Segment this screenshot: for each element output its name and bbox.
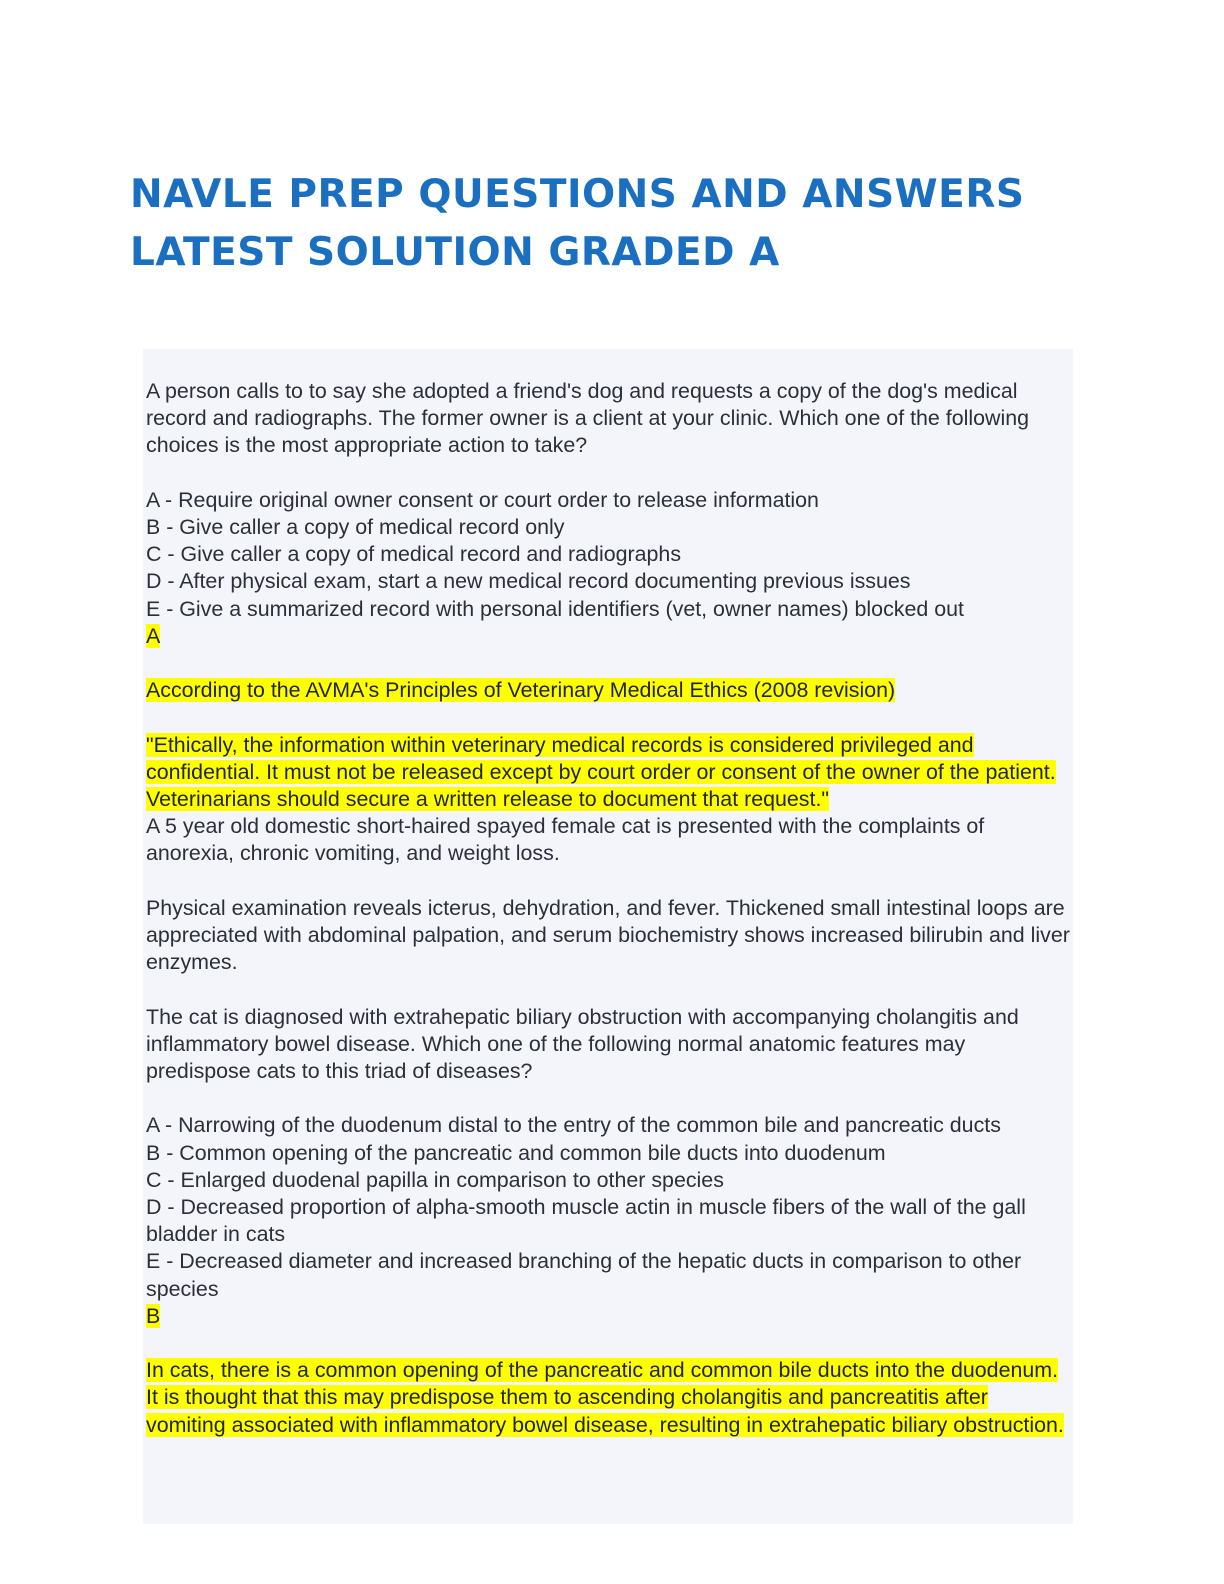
question-2-option-c: C - Enlarged duodenal papilla in comparison to other species	[146, 1167, 724, 1192]
question-2	[146, 813, 1070, 1439]
question-2-answer: B	[146, 1303, 161, 1328]
questions-content	[146, 378, 1070, 1439]
question-2-option-d: D - Decreased proportion of alpha-smooth muscle actin in muscle fibers of the wall of the gall bladder in cats	[146, 1195, 1026, 1247]
question-2-option-e: E - Decreased diameter and increased branching of the hepatic ducts in comparison to other species	[146, 1249, 1022, 1301]
question-1-option-a: A - Require original owner consent or court order to release information	[146, 487, 819, 512]
title-line-1: NAVLE PREP QUESTIONS AND ANSWERS	[130, 172, 1025, 217]
question-1-stem: A person calls to to say she adopted a friend's dog and requests a copy of the dog's medical record and radiographs. The former owner is a client at your clinic. Which one of the following choices is the most appropriate action to take?	[146, 379, 1030, 458]
question-1-option-c: C - Give caller a copy of medical record and radiographs	[146, 542, 682, 567]
question-2-option-b: B - Common opening of the pancreatic and common bile ducts into duodenum	[146, 1140, 886, 1165]
document-title	[130, 166, 1110, 282]
question-1-option-d: D - After physical exam, start a new medical record documenting previous issues	[146, 569, 911, 594]
question-2-explanation: In cats, there is a common opening of the pancreatic and common bile ducts into the duodenum. It is thought that this may predispose them to ascending cholangitis and pancreatitis after vomiting associated with inflammatory bowel disease, resulting in extrahepatic biliary obstruction.	[146, 1358, 1064, 1437]
question-2-stem-part-2: Physical examination reveals icterus, dehydration, and fever. Thickened small intestinal loops are appreciated with abdominal palpation, and serum biochemistry shows increased bilirubin and liver enzymes.	[146, 895, 1070, 975]
question-1-explanation-source: According to the AVMA's Principles of Veterinary Medical Ethics (2008 revision)	[146, 678, 896, 703]
question-1-answer: A	[146, 623, 161, 648]
question-1-explanation-quote: "Ethically, the information within veterinary medical records is considered privileged and confidential. It must not be released except by court order or consent of the owner of the patient. Veterinarians should secure a written release to document that request."	[146, 732, 1056, 811]
question-1	[146, 378, 1070, 813]
question-1-option-b: B - Give caller a copy of medical record only	[146, 515, 565, 539]
question-2-option-a: A - Narrowing of the duodenum distal to the entry of the common bile and pancreatic ducts	[146, 1113, 1001, 1138]
question-1-option-e: E - Give a summarized record with personal identifiers (vet, owner names) blocked out	[146, 596, 964, 621]
question-2-stem-part-3: The cat is diagnosed with extrahepatic biliary obstruction with accompanying cholangitis and inflammatory bowel disease. Which one of the following normal anatomic features may predispose cats to this triad of diseases?	[146, 1004, 1019, 1083]
question-2-stem-part-1: A 5 year old domestic short-haired spayed female cat is presented with the complaints of anorexia, chronic vomiting, and weight loss.	[146, 814, 985, 866]
title-line-2: LATEST SOLUTION GRADED A	[130, 230, 780, 275]
